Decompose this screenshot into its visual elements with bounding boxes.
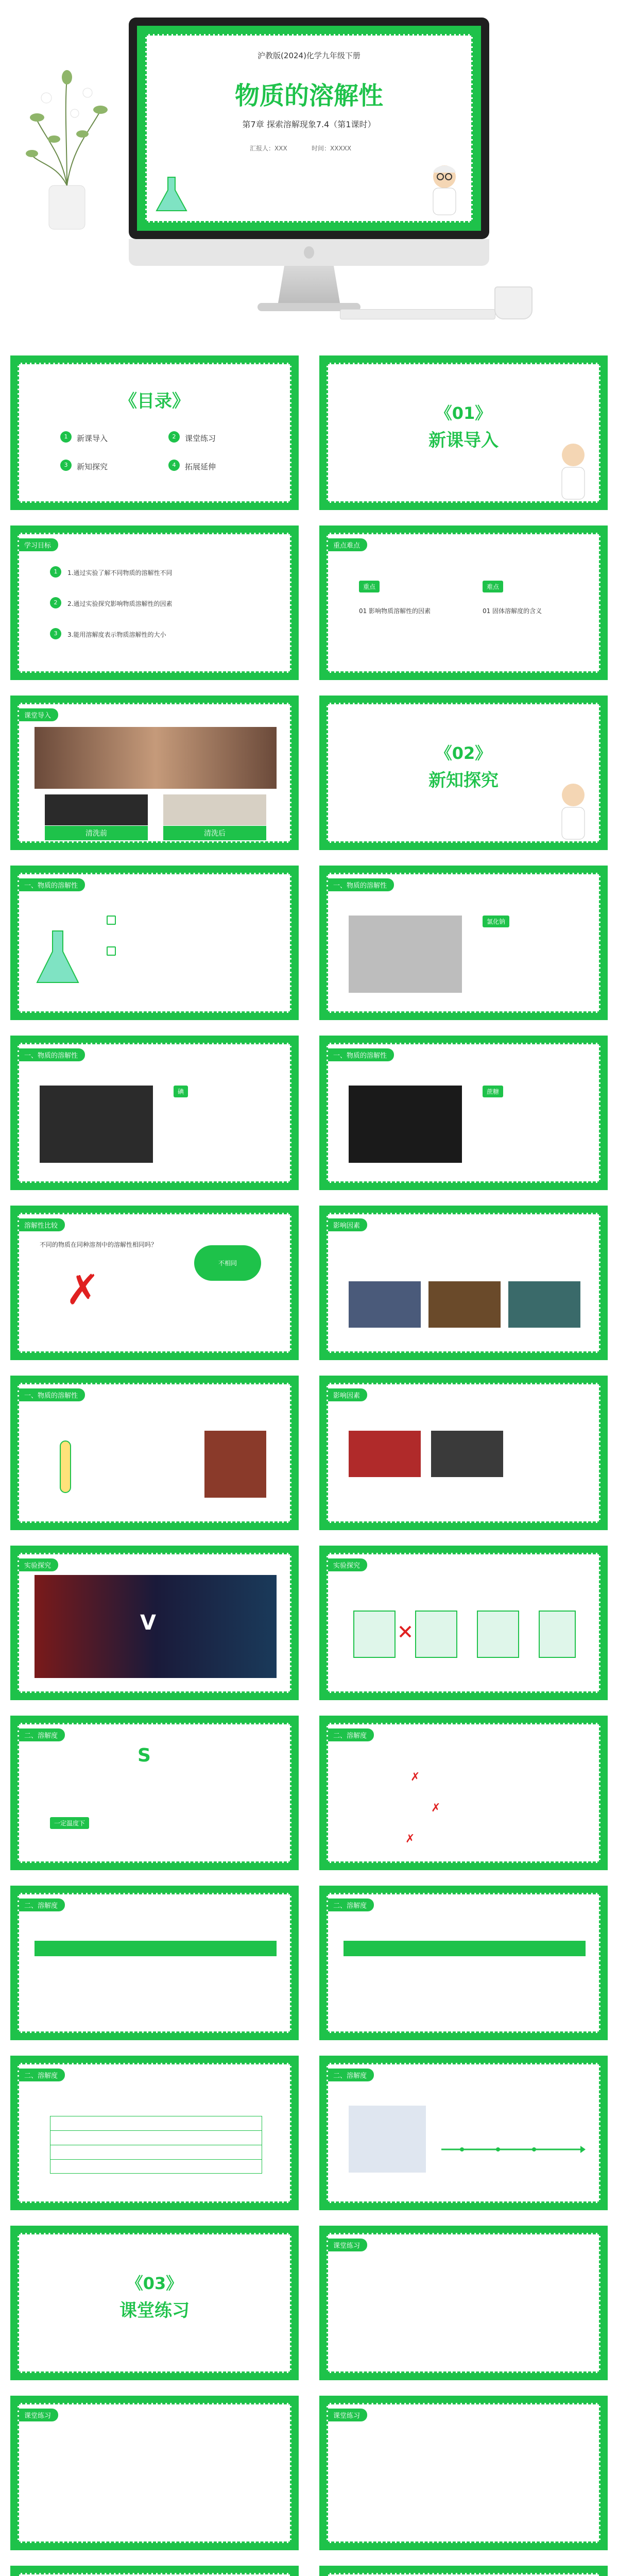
slide-degree-4	[319, 1886, 608, 2040]
slide-practice-1	[319, 2226, 608, 2380]
tab-practice-3: 课堂练习	[328, 2409, 367, 2421]
versus-icon: V	[140, 1611, 156, 1635]
flask-icon	[35, 926, 81, 988]
key-point-text: 01 影响物质溶解性的因素	[359, 607, 431, 615]
sugar-label: 蔗糖	[483, 1086, 503, 1097]
experiment-photo	[349, 916, 462, 993]
tab-solubility-degree-2: 二、溶解度	[328, 1728, 374, 1741]
slide-section-1	[319, 355, 608, 510]
tab-experiment: 实验探究	[19, 1558, 58, 1571]
tab-experiment-2: 实验探究	[328, 1558, 367, 1571]
observation-label: 氯化钠	[483, 916, 509, 927]
slide-section-3	[10, 2226, 299, 2380]
number-line	[441, 2142, 586, 2157]
difficulty-label: 难点	[483, 581, 503, 592]
slide-practice-2	[10, 2396, 299, 2550]
after-caption: 清洗后	[163, 826, 266, 840]
before-photo	[45, 794, 148, 825]
chart-image	[349, 2106, 426, 2173]
tab-solubility-2: 一、物质的溶解性	[328, 878, 394, 891]
tab-solubility-degree: 二、溶解度	[19, 1728, 65, 1741]
slide-factors	[319, 1206, 608, 1360]
goal-3: 3.能用溶解度表示物质溶解性的大小	[67, 631, 166, 638]
after-photo	[163, 794, 266, 825]
checkbox-icon	[107, 916, 116, 925]
checkbox-icon	[107, 946, 116, 956]
sample-photo	[204, 1431, 266, 1498]
tab-solubility-degree-3: 二、溶解度	[19, 1899, 65, 1911]
tab-lead-in: 课堂导入	[19, 708, 58, 721]
monitor-screen	[137, 26, 481, 231]
slide-solubility-4	[319, 1036, 608, 1190]
slide-solubility-1	[10, 866, 299, 1020]
tab-key-points: 重点难点	[328, 538, 367, 551]
tab-solubility-4: 一、物质的溶解性	[328, 1048, 394, 1061]
slide-section-2	[319, 696, 608, 850]
before-caption: 清洗前	[45, 826, 148, 840]
toc-item-3[interactable]: 新知探究	[77, 462, 108, 471]
slide-practice-3	[319, 2396, 608, 2550]
section-2-number: 《02》	[435, 743, 492, 763]
condition-label: 一定温度下	[50, 1817, 89, 1829]
tab-factors-2: 影响因素	[328, 1388, 367, 1401]
section-2-name: 新知探究	[428, 770, 499, 791]
tab-solubility-compare: 溶解性比较	[19, 1218, 65, 1231]
cross-icon: ✗	[410, 1771, 420, 1784]
answer-cloud: 不相同	[194, 1245, 261, 1281]
tab-solubility-3: 一、物质的溶解性	[19, 1048, 85, 1061]
slide-solubility-5	[10, 1376, 299, 1530]
factor-photo-1	[349, 1281, 421, 1328]
question-text: 不同的物质在同种溶剂中的溶解性相同吗？	[40, 1241, 158, 1248]
toc-num-2: 2	[168, 431, 180, 443]
slide-question	[10, 1206, 299, 1360]
hero-section	[0, 0, 618, 335]
monitor-chin	[129, 239, 489, 266]
solubility-symbol: S	[138, 1745, 151, 1766]
slide-toc	[10, 355, 299, 510]
slide-degree-2	[319, 1716, 608, 1870]
tab-learning-goals: 学习目标	[19, 538, 58, 551]
slide-degree-6	[319, 2056, 608, 2210]
slide-degree-3	[10, 1886, 299, 2040]
tab-solubility-degree-6: 二、溶解度	[328, 2069, 374, 2081]
flask-icon	[155, 175, 191, 216]
highlight-bar	[344, 1941, 586, 1956]
toc-item-1[interactable]: 新课导入	[77, 434, 108, 443]
keyboard	[340, 309, 495, 319]
monitor	[129, 18, 489, 239]
slide-summary	[319, 2566, 608, 2576]
hero-chapter: 第7章 探索溶解现象7.4（第1课时）	[242, 120, 376, 129]
slide-section-4	[10, 2566, 299, 2576]
apple-logo-icon	[304, 246, 314, 259]
key-point-label: 重点	[359, 581, 380, 592]
slide-solubility-3	[10, 1036, 299, 1190]
lead-in-photo	[35, 727, 277, 789]
section-3-name: 课堂练习	[119, 2300, 190, 2321]
tab-practice-2: 课堂练习	[19, 2409, 58, 2421]
section-1-number: 《01》	[435, 403, 492, 423]
hero-badge: 沪教版(2024)化学九年级下册	[258, 51, 360, 60]
monitor-stand	[278, 266, 340, 303]
toc-num-4: 4	[168, 460, 180, 471]
goal-num-1: 1	[50, 566, 61, 578]
toc-num-1: 1	[60, 431, 72, 443]
factor-photo-3	[508, 1281, 580, 1328]
difficulty-text: 01 固体溶解度的含义	[483, 607, 542, 615]
slide-degree-5	[10, 2056, 299, 2210]
section-1-name: 新课导入	[428, 430, 499, 451]
goal-num-3: 3	[50, 628, 61, 639]
highlight-bar	[35, 1941, 277, 1956]
slide-experiment-2	[319, 1546, 608, 1700]
professor-icon	[424, 161, 465, 218]
toc-num-3: 3	[60, 460, 72, 471]
plant-decoration	[26, 62, 108, 232]
slide-key-points	[319, 526, 608, 680]
tab-solubility-5: 一、物质的溶解性	[19, 1388, 85, 1401]
slide-experiment	[10, 1546, 299, 1700]
factor-photo-4	[349, 1431, 421, 1477]
test-tube-icon	[50, 1436, 81, 1498]
slide-lead-in	[10, 696, 299, 850]
tab-factors: 影响因素	[328, 1218, 367, 1231]
section-3-number: 《03》	[126, 2274, 183, 2293]
beakers-diagram	[349, 1596, 580, 1668]
mug	[494, 286, 533, 319]
factor-photo-5	[431, 1431, 503, 1477]
sugar-photo	[349, 1086, 462, 1163]
tab-solubility: 一、物质的溶解性	[19, 878, 85, 891]
tab-solubility-degree-4: 二、溶解度	[328, 1899, 374, 1911]
slide-goals	[10, 526, 299, 680]
cross-icon: ✗	[405, 1833, 415, 1845]
tab-practice: 课堂练习	[328, 2239, 367, 2251]
hero-reporter: 汇报人：XXX	[250, 145, 287, 152]
professor-icon	[553, 779, 594, 841]
hero-date: 时间：XXXXX	[312, 145, 352, 152]
cross-icon: ✗	[431, 1802, 441, 1815]
goal-num-2: 2	[50, 597, 61, 608]
slide-degree-1	[10, 1716, 299, 1870]
slide-factors-2	[319, 1376, 608, 1530]
tab-solubility-degree-5: 二、溶解度	[19, 2069, 65, 2081]
cross-icon: ✗	[65, 1266, 100, 1314]
iodine-photo	[40, 1086, 153, 1163]
goal-1: 1.通过实验了解不同物质的溶解性不同	[67, 569, 173, 577]
iodine-label: 碘	[174, 1086, 188, 1097]
goal-2: 2.通过实验探究影响物质溶解性的因素	[67, 600, 173, 607]
toc-item-4[interactable]: 拓展延伸	[185, 462, 216, 471]
hero-title: 物质的溶解性	[234, 81, 383, 110]
data-table	[50, 2116, 262, 2174]
toc-item-2[interactable]: 课堂练习	[185, 434, 216, 443]
factor-photo-2	[428, 1281, 501, 1328]
toc-title: 《目录》	[119, 391, 190, 412]
slide-solubility-2	[319, 866, 608, 1020]
professor-icon	[553, 439, 594, 501]
